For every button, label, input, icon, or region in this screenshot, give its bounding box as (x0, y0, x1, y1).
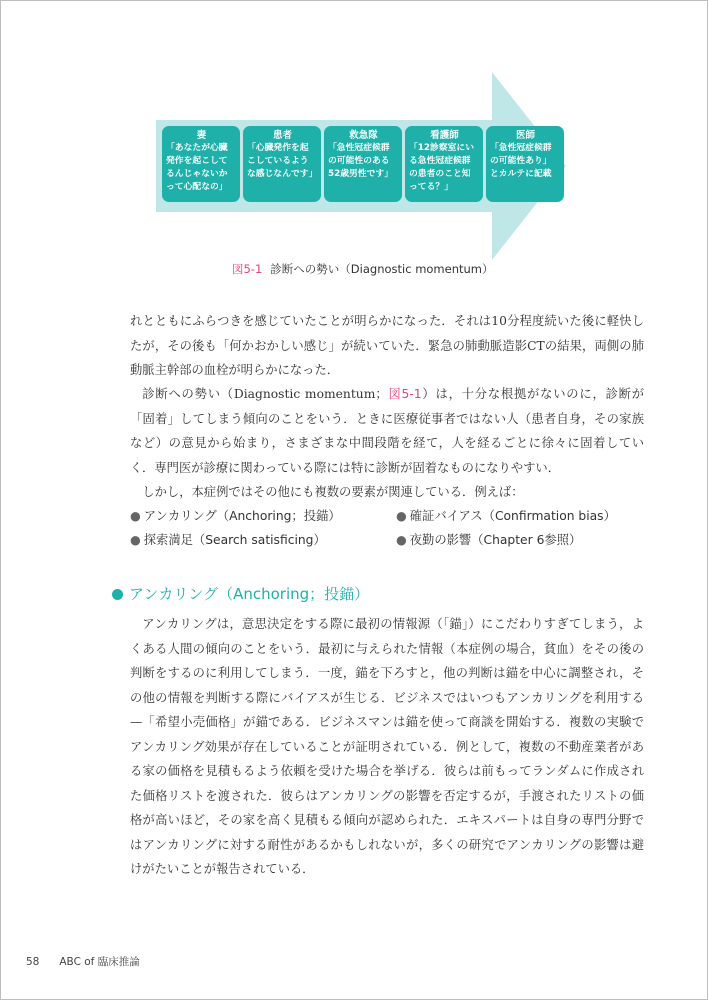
figure-box-patient (243, 126, 321, 202)
list-item (130, 528, 326, 553)
bullet-dot-icon: ● (396, 533, 407, 547)
list-item (130, 504, 341, 529)
box-quote: 「心臓発作を起 こしているよう な感じなんです」 (247, 143, 318, 179)
figure-box-doctor (486, 126, 564, 202)
box-role: 患者 (272, 130, 292, 141)
list-item (396, 504, 616, 529)
figure-reference-link[interactable]: 図5-1 (387, 387, 422, 401)
bullet-dot-icon: ● (130, 533, 141, 547)
bullet-dot-icon: ● (130, 509, 141, 523)
figure-caption-label: 図5-1 (232, 262, 263, 276)
figure-box-paramedic (324, 126, 402, 202)
box-quote: 「あなたが心臓 発作を起こして るんじゃないか って心配なの」 (166, 143, 228, 192)
page-footer (26, 954, 140, 969)
box-role: 救急隊 (349, 130, 378, 141)
figure-caption-text: 診断への勢い（Diagnostic momentum） (270, 262, 494, 276)
section-heading-text: アンカリング（Anchoring；投錨） (129, 585, 370, 603)
figure-caption (232, 261, 532, 277)
list-item (396, 528, 581, 553)
paragraph-3: しかし，本症例ではその他にも複数の要素が関連している．例えば： (142, 485, 524, 499)
section-paragraph: アンカリングは，意思決定をする際に最初の情報源（「錨」）にこだわりすぎてしまう，よくある人間の傾向のことをいう．最初に与えられた情報（本症例の場合，貧血）をその後の判断をするのに利用してしまう．一度，錨を下ろすと，他の判断は錨を中心に調整され，その他の情報を判断する際にバイアスが生じる．ビジネスではいつもアンカリングを利用する—「希望小売価格」が錨である．ビジネスマンは錨を使って商談を開始する．複数の実験でアンカリング効果が存在していることが証明されている．例として，複数の不動産業者がある家の価格を見積もるよう依頼を受けた場合を挙げる．彼らは前もってランダムに作成された価格リストを渡された．彼らはアンカリングの影響を否定するが，手渡されたリストの価格が高いほど，その家を高く見積もる傾向が認められた．エキスパートは自身の専門分野ではアンカリングに対する耐性があるかもしれないが，多くの研究でアンカリングの影響は避けがたいことが報告されている． (130, 617, 644, 876)
paragraph-1: れとともにふらつきを感じていたことが明らかになった．それは10分程度続いた後に軽快したが，その後も「何かおかしい感じ」が続いていた．緊急の肺動脈造影CTの結果，両側の肺動脈主幹部の血栓が明らかになった． (130, 314, 644, 377)
box-quote: 「12診察室にい る急性冠症候群 の患者のこと知 ってる？」 (409, 143, 475, 192)
list-item-text: 探索満足（Search satisficing） (143, 533, 326, 547)
box-role: 妻 (196, 130, 207, 141)
figure-box-nurse (405, 126, 483, 202)
paragraph-2-start: 診断への勢い（Diagnostic momentum； (142, 387, 388, 401)
list-item-text: アンカリング（Anchoring；投錨） (143, 509, 341, 523)
section-heading (112, 583, 369, 604)
paragraph-2-rest: ）は，十分な根拠がないのに，診断が「固着」してしまう傾向のことをいう．ときに医療従事者ではない人（患者自身，その家族など）の意見から始まり，さまざまな中間段階を経て，人を経るごとに徐々に固着していく．専門医が診療に関わっている際には特に診断が固着なものになりやすい． (130, 387, 644, 475)
heading-bullet-icon (112, 589, 123, 600)
figure-box-wife (162, 126, 240, 202)
box-role: 看護師 (430, 130, 459, 141)
paragraph-2 (130, 382, 644, 480)
book-title: ABC of 臨床推論 (59, 956, 140, 968)
box-quote: 「急性冠症候群 の可能性のある 52歳男性です」 (328, 143, 394, 179)
list-item-text: 確証バイアス（Confirmation bias） (409, 509, 616, 523)
page-number: 58 (26, 956, 40, 968)
box-quote: 「急性冠症候群 の可能性あり」 とカルテに記載 (490, 143, 552, 179)
list-item-text: 夜勤の影響（Chapter 6参照） (409, 533, 582, 547)
bullet-dot-icon: ● (396, 509, 407, 523)
box-role: 医師 (515, 130, 535, 141)
